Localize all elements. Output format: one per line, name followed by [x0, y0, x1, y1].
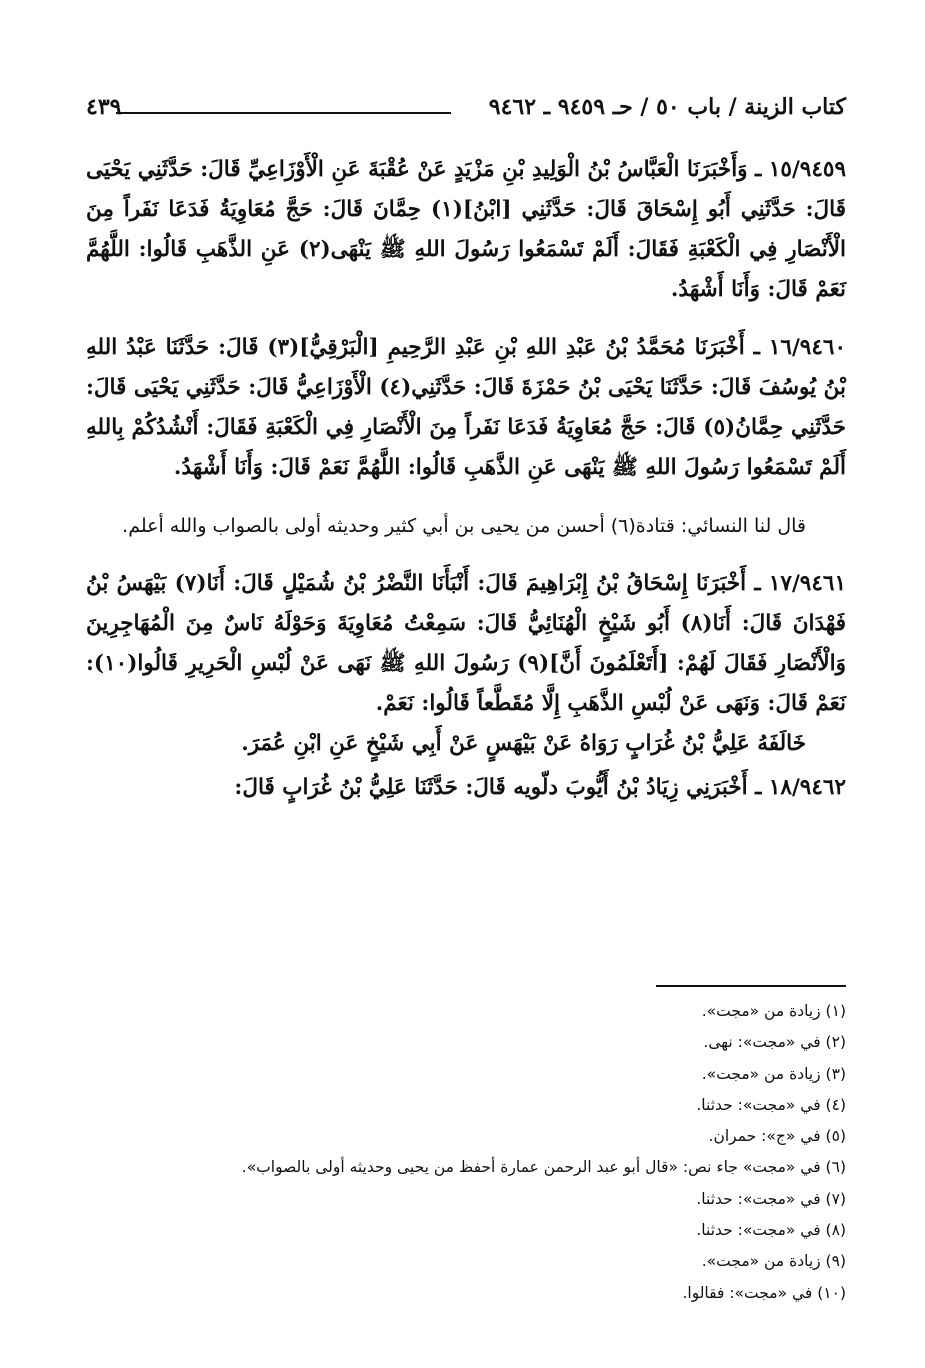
footnote-3: (٣) زيادة من «مجت». — [701, 1064, 846, 1083]
footnote-7: (٧) في «مجت»: حدثنا. — [696, 1189, 846, 1208]
footnote-5: (٥) في «ج»: حمران. — [708, 1127, 846, 1146]
page-number: ٤٣٩ — [86, 94, 122, 120]
hadith-text: ـ أَخْبَرَنَا إِسْحَاقُ بْنُ إِبْرَاهِيمَ قَالَ: أَنْبَأَنَا النَّضْرُ بْنُ شُمَيْلٍ قَالَ: أَنَا(٧) بَيْهَسُ بْنُ فَهْدَانَ قَالَ: أَنَا(٨) أَبُو شَيْخٍ الْهُنَائِيُّ قَالَ: سَمِعْتُ مُعَاوِيَةَ وَحَوْلَهُ نَاسٌ مِنَ الْمُهَاجِرِينَ وَالْأَنْصَارِ فَقَالَ لَهُمْ: [أَتَعْلَمُونَ أَنَّ](٩) رَسُولَ اللهِ ﷺ نَهَى عَنْ لُبْسِ الْحَرِيرِ قَالُوا(١٠): نَعَمْ قَالَ: وَنَهَى عَنْ لُبْسِ الذَّهَبِ إِلَّا مُقَطَّعاً قَالُوا: نَعَمْ. — [86, 571, 846, 716]
footnote-10: (١٠) في «مجت»: فقالوا. — [682, 1283, 846, 1302]
hadith-number: ١٥/٩٤٥٩ — [768, 157, 846, 182]
page-header — [86, 86, 846, 126]
header-rule — [116, 112, 451, 114]
hadith-text: ـ أَخْبَرَنِي زِيَادُ بْنُ أَيُّوبَ دلّويه قَالَ: حَدَّثَنَا عَلِيُّ بْنُ غُرَابٍ قَالَ: — [234, 775, 769, 800]
page-body — [86, 150, 846, 826]
footnote-rule — [656, 985, 846, 987]
footnote-2: (٢) في «مجت»: نهى. — [703, 1033, 846, 1052]
hadith-text: ـ وَأَخْبَرَنَا الْعَبَّاسُ بْنُ الْوَلِيدِ بْنِ مَزْيَدٍ عَنْ عُقْبَةَ عَنِ الْأَوْزَاعِيِّ قَالَ: حَدَّثَنِي يَحْيَى قَالَ: حَدَّثَنِي أَبُو إِسْحَاقَ قَالَ: حَدَّثَنِي [ابْنُ](١) حِمَّانَ قَالَ: حَجَّ مُعَاوِيَةُ فَدَعَا نَفَراً مِنَ الْأَنْصَارِ فِي الْكَعْبَةِ فَقَالَ: أَلَمْ تَسْمَعُوا رَسُولَ اللهِ ﷺ يَنْهَى(٢) عَنِ الذَّهَبِ قَالُوا: اللَّهُمَّ نَعَمْ قَالَ: وَأَنَا أَشْهَدُ. — [86, 157, 847, 302]
hadith-text: ـ أَخْبَرَنَا مُحَمَّدُ بْنُ عَبْدِ اللهِ بْنِ عَبْدِ الرَّحِيمِ [الْبَرْقِيُّ](٣) قَالَ: حَدَّثَنَا عَبْدُ اللهِ بْنُ يُوسُفَ قَالَ: حَدَّثَنَا يَحْيَى بْنُ حَمْزَةَ قَالَ: حَدَّثَنِي(٤) الْأَوْزَاعِيُّ قَالَ: حَدَّثَنِي يَحْيَى قَالَ: حَدَّثَنِي حِمَّانُ(٥) قَالَ: حَجَّ مُعَاوِيَةُ فَدَعَا نَفَراً مِنَ الْأَنْصَارِ فِي الْكَعْبَةِ فَقَالَ: أَنْشُدُكُمْ بِاللهِ أَلَمْ تَسْمَعُوا رَسُولَ اللهِ ﷺ يَنْهَى عَنِ الذَّهَبِ قَالُوا: اللَّهُمَّ نَعَمْ قَالَ: وَأَنَا أَشْهَدُ. — [86, 335, 847, 480]
khalafahu-note: خَالَفَهُ عَلِيُّ بْنُ غُرَابٍ رَوَاهُ عَنْ بَيْهَسٍ عَنْ أَبِي شَيْخٍ عَنِ ابْنِ عُمَرَ. — [241, 731, 806, 756]
hadith-9461 — [86, 564, 846, 724]
hadith-9462 — [86, 768, 846, 808]
footnote-9: (٩) زيادة من «مجت». — [701, 1252, 846, 1271]
hadith-9460 — [86, 328, 846, 488]
hadith-number: ١٨/٩٤٦٢ — [768, 775, 846, 800]
footnote-4: (٤) في «مجت»: حدثنا. — [696, 1095, 846, 1114]
footnotes — [146, 996, 846, 1309]
nasai-note: قال لنا النسائي: قتادة(٦) أحسن من يحيى بن أبي كثير وحديثه أولى بالصواب والله أعلم. — [122, 515, 806, 537]
running-title: كتاب الزينة / باب ٥٠ / حـ ٩٤٥٩ ـ ٩٤٦٢ — [488, 94, 846, 120]
hadith-9459 — [86, 150, 846, 310]
footnote-8: (٨) في «مجت»: حدثنا. — [696, 1221, 846, 1240]
footnote-6: (٦) في «مجت» جاء نص: «قال أبو عبد الرحمن عمارة أحفظ من يحيى وحديثه أولى بالصواب». — [241, 1158, 846, 1177]
hadith-number: ١٧/٩٤٦١ — [768, 571, 846, 596]
footnote-1: (١) زيادة من «مجت». — [701, 1002, 846, 1020]
hadith-number: ١٦/٩٤٦٠ — [768, 335, 846, 360]
